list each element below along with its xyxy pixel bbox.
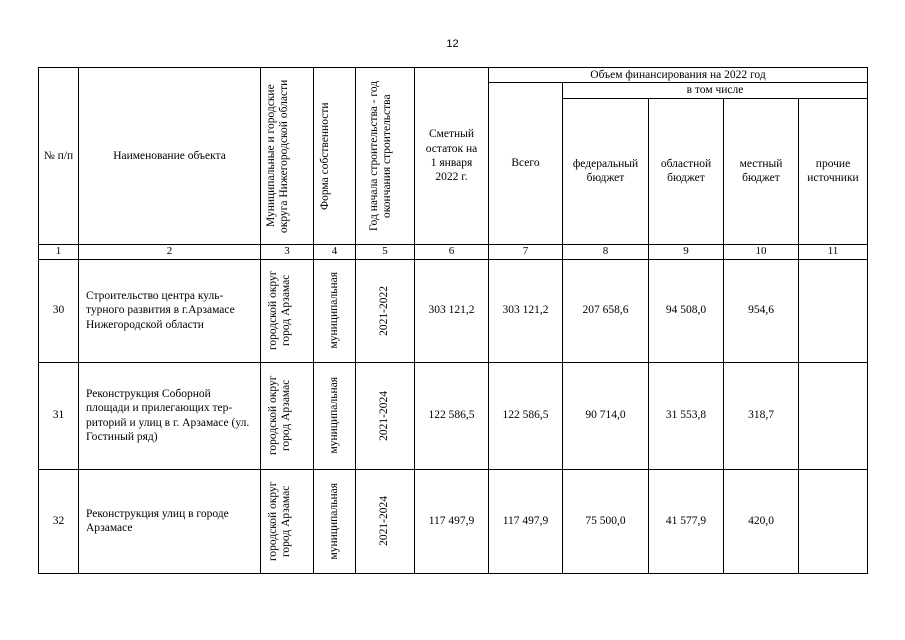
row-ownership-text: муниципальная (327, 272, 340, 349)
column-number: 4 (314, 244, 356, 259)
row-other (799, 362, 868, 469)
financing-table (38, 67, 868, 574)
header-other-text: прочие источники (807, 157, 859, 185)
row-federal: 75 500,0 (563, 469, 649, 573)
header-total: Всего (489, 83, 563, 244)
header-years (356, 68, 415, 245)
column-number: 3 (261, 244, 314, 259)
row-ownership (314, 259, 356, 362)
table-row (39, 362, 868, 469)
row-years (356, 362, 415, 469)
column-number: 8 (563, 244, 649, 259)
row-other (799, 469, 868, 573)
header-municipality (261, 68, 314, 245)
column-number: 9 (649, 244, 724, 259)
row-municipality-text: городской округ город Арзамас (267, 481, 293, 561)
row-regional: 94 508,0 (649, 259, 724, 362)
column-number: 6 (415, 244, 489, 259)
row-municipality (261, 469, 314, 573)
row-municipality (261, 362, 314, 469)
row-years-text: 2021-2024 (378, 390, 391, 441)
row-municipality-text: городской округ город Арзамас (267, 270, 293, 351)
row-regional: 31 553,8 (649, 362, 724, 469)
row-ownership (314, 362, 356, 469)
row-ownership-text: муниципальная (327, 377, 340, 454)
row-years (356, 469, 415, 573)
row-local: 954,6 (724, 259, 799, 362)
header-estimated-balance (415, 68, 489, 245)
header-name: Наименование объекта (79, 68, 261, 245)
column-number-row (39, 244, 868, 259)
row-num: 30 (39, 259, 79, 362)
row-name: Строительство центра куль-турного развития в г.Арзамасе Нижегородской области (79, 259, 261, 362)
row-regional: 41 577,9 (649, 469, 724, 573)
column-number: 2 (79, 244, 261, 259)
header-regional-text: областной бюджет (660, 157, 712, 185)
row-num: 32 (39, 469, 79, 573)
header-municipality-text: Муниципальные и городские округа Нижегородской области (265, 79, 291, 233)
column-number: 1 (39, 244, 79, 259)
row-name: Реконструкция улиц в городе Арзамасе (79, 469, 261, 573)
column-number: 10 (724, 244, 799, 259)
row-total: 303 121,2 (489, 259, 563, 362)
header-federal-text: федеральный бюджет (572, 157, 639, 185)
row-federal: 90 714,0 (563, 362, 649, 469)
row-total: 122 586,5 (489, 362, 563, 469)
header-federal (563, 98, 649, 244)
row-federal: 207 658,6 (563, 259, 649, 362)
row-years-text: 2021-2022 (378, 285, 391, 336)
row-name: Реконструкция Соборной площади и прилегающих тер-риторий и улиц в г. Арзамасе (ул. Гостиный ряд) (79, 362, 261, 469)
column-number: 7 (489, 244, 563, 259)
header-regional (649, 98, 724, 244)
row-estimated-balance: 303 121,2 (415, 259, 489, 362)
header-financing-group: Объем финансирования на 2022 год (489, 68, 868, 83)
row-years (356, 259, 415, 362)
header-local-text: местный бюджет (739, 157, 783, 185)
header-other (799, 98, 868, 244)
header-estimated-balance-text: Сметный остаток на 1 января 2022 г. (425, 128, 478, 184)
row-local: 318,7 (724, 362, 799, 469)
table-row (39, 259, 868, 362)
column-number: 5 (356, 244, 415, 259)
row-estimated-balance: 117 497,9 (415, 469, 489, 573)
row-local: 420,0 (724, 469, 799, 573)
header-num: № п/п (39, 68, 79, 245)
row-municipality-text: городской округ город Арзамас (267, 375, 293, 456)
header-local (724, 98, 799, 244)
column-number: 11 (799, 244, 868, 259)
page-number: 12 (446, 38, 459, 50)
header-ownership-text: Форма собственности (318, 102, 331, 210)
row-ownership (314, 469, 356, 573)
row-num: 31 (39, 362, 79, 469)
row-estimated-balance: 122 586,5 (415, 362, 489, 469)
table-row (39, 469, 868, 573)
row-years-text: 2021-2024 (378, 496, 391, 546)
row-total: 117 497,9 (489, 469, 563, 573)
row-ownership-text: муниципальная (327, 482, 340, 560)
header-years-text: Год начала строительства - год окончания строительства (368, 80, 394, 231)
header-including: в том числе (563, 83, 868, 98)
header-ownership (314, 68, 356, 245)
row-municipality (261, 259, 314, 362)
row-other (799, 259, 868, 362)
